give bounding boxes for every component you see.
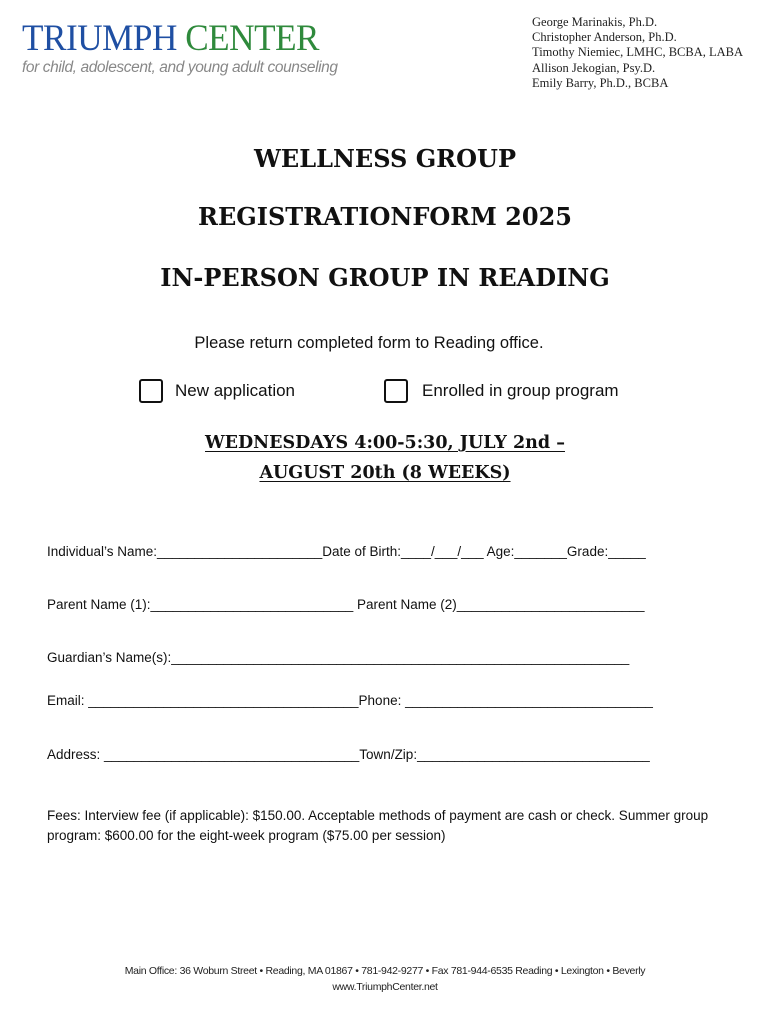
- staff-name: Allison Jekogian, Psy.D.: [532, 60, 656, 75]
- staff-name: George Marinakis, Ph.D.: [532, 15, 658, 29]
- staff-name: Emily Barry, Ph.D., BCBA: [532, 75, 669, 90]
- logo-title: [22, 20, 322, 57]
- enrolled-checkbox[interactable]: [384, 379, 408, 403]
- staff-name: Christopher Anderson, Ph.D.: [532, 30, 677, 45]
- name-dob-age-grade-field[interactable]: Individual’s Name:______________________Date of Birth:____/___/___ Age:_______Grade:_____: [47, 544, 646, 559]
- return-instruction: Please return completed form to Reading office.: [194, 334, 544, 352]
- staff-name: Timothy Niemiec, LMHC, BCBA, LABA: [532, 45, 744, 60]
- logo-word-center: CENTER: [185, 18, 320, 59]
- fees-text: Fees: Interview fee (if applicable): $150.00. Acceptable methods of payment are cash or check. Summer group program: $600.00 for the eight-week program ($75.00 per session): [47, 808, 709, 843]
- new-application-option[interactable]: [139, 379, 295, 403]
- new-application-checkbox[interactable]: [139, 379, 163, 403]
- form-title-line-1: WELLNESS GROUP: [253, 144, 517, 173]
- staff-list: [532, 15, 743, 91]
- logo-word-triumph: TRIUMPH: [22, 18, 177, 59]
- enrolled-label: Enrolled in group program: [422, 381, 619, 400]
- guardian-names-field[interactable]: Guardian’s Name(s):_____________________________________________________________: [47, 650, 630, 665]
- form-title-line-2: REGISTRATIONFORM 2025: [198, 202, 572, 231]
- schedule-line-2: AUGUST 20th (8 WEEKS): [259, 463, 511, 483]
- parent-names-field[interactable]: Parent Name (1):___________________________ Parent Name (2)_________________________: [47, 597, 645, 612]
- logo-tagline: for child, adolescent, and young adult counseling: [22, 59, 338, 76]
- form-title-line-3: IN-PERSON GROUP IN READING: [160, 263, 610, 292]
- email-phone-field[interactable]: Email: ____________________________________Phone: _________________________________: [47, 693, 653, 708]
- schedule-line-1: WEDNESDAYS 4:00-5:30, JULY 2nd –: [205, 433, 565, 453]
- enrolled-option[interactable]: [384, 379, 619, 403]
- footer: [0, 963, 770, 995]
- new-application-label: New application: [175, 381, 296, 400]
- triumph-center-logo: [22, 20, 338, 77]
- address-town-zip-field[interactable]: Address: __________________________________Town/Zip:_______________________________: [47, 747, 650, 762]
- footer-website: www.TriumphCenter.net: [332, 981, 438, 993]
- footer-address: Main Office: 36 Woburn Street • Reading, MA 01867 • 781-942-9277 • Fax 781-944-6535 Reading • Lexington • Beverly: [124, 965, 646, 977]
